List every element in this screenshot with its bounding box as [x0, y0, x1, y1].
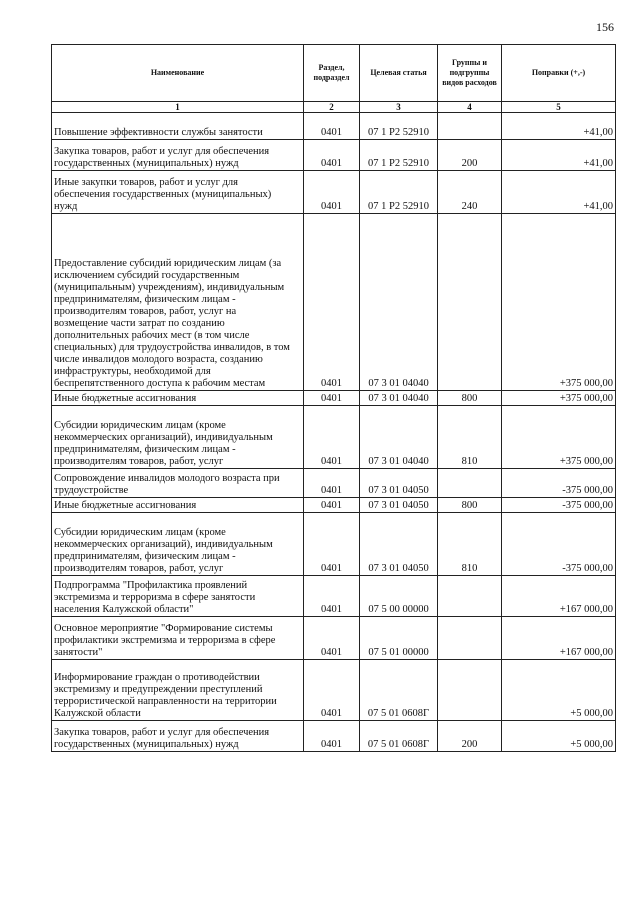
row-article-cell — [360, 617, 438, 660]
row-name-cell — [52, 513, 304, 576]
row-amount-text: +5 000,00 — [570, 708, 613, 719]
row-name-cell — [52, 113, 304, 140]
row-article-cell — [360, 113, 438, 140]
row-section-text: 0401 — [321, 456, 342, 467]
column-number: 1 — [52, 102, 304, 113]
row-section-text: 0401 — [321, 378, 342, 389]
row-article-cell — [360, 140, 438, 171]
row-article-text: 07 5 01 00000 — [368, 647, 429, 658]
row-article-text: 07 5 00 00000 — [368, 604, 429, 615]
row-group-text: 240 — [461, 201, 478, 212]
row-amount-cell — [502, 513, 616, 576]
row-amount-cell — [502, 660, 616, 721]
row-article-cell — [360, 214, 438, 391]
row-section-cell — [304, 576, 360, 617]
row-name-cell — [52, 576, 304, 617]
row-section-text: 0401 — [321, 158, 342, 169]
table-row — [52, 406, 616, 469]
row-group-cell — [438, 469, 502, 498]
table-row — [52, 469, 616, 498]
row-amount-cell — [502, 576, 616, 617]
row-section-cell — [304, 660, 360, 721]
row-article-cell — [360, 406, 438, 469]
row-amount-text: -375 000,00 — [562, 500, 613, 511]
column-number: 5 — [502, 102, 616, 113]
row-section-cell — [304, 469, 360, 498]
row-article-cell — [360, 660, 438, 721]
table-row — [52, 513, 616, 576]
row-name-text: Предоставление субсидий юридическим лицам (за исключением субсидий государственным (муниципальным) учреждениям), индивидуальным предпринимателям, физическим лицам - производителям товаров, работ, услуг на возмещение части затрат по созданию дополнительных рабочих мест (в том числе специальных) для трудоустройства инвалидов, в том числе инвалидов молодого возраста, созданию инфраструктуры, необходимой для беспрепятственного доступа к рабочим местам — [54, 258, 290, 389]
row-article-text: 07 3 01 04050 — [368, 500, 429, 511]
row-amount-text: -375 000,00 — [562, 485, 613, 496]
column-number: 4 — [438, 102, 502, 113]
row-article-text: 07 3 01 04040 — [368, 393, 429, 404]
row-group-cell — [438, 406, 502, 469]
row-name-cell — [52, 140, 304, 171]
row-amount-cell — [502, 113, 616, 140]
row-section-text: 0401 — [321, 393, 342, 404]
table-row — [52, 214, 616, 391]
row-group-cell — [438, 391, 502, 406]
row-section-cell — [304, 721, 360, 752]
row-group-cell — [438, 171, 502, 214]
row-group-cell — [438, 576, 502, 617]
header-article: Целевая статья — [360, 45, 438, 102]
row-name-cell — [52, 171, 304, 214]
row-group-cell — [438, 140, 502, 171]
row-article-cell — [360, 469, 438, 498]
row-section-cell — [304, 513, 360, 576]
row-group-cell — [438, 498, 502, 513]
row-group-text: 200 — [461, 739, 478, 750]
row-section-text: 0401 — [321, 708, 342, 719]
row-name-cell — [52, 498, 304, 513]
row-article-cell — [360, 513, 438, 576]
row-section-text: 0401 — [321, 563, 342, 574]
row-section-text: 0401 — [321, 127, 342, 138]
row-name-cell — [52, 406, 304, 469]
header-groups: Группы и подгруппы видов расходов — [438, 45, 502, 102]
row-amount-cell — [502, 469, 616, 498]
table-header-row — [52, 45, 616, 102]
row-name-text: Иные закупки товаров, работ и услуг для обеспечения государственных (муниципальных) нужд — [54, 177, 272, 212]
row-article-text: 07 3 01 04050 — [368, 563, 429, 574]
row-name-text: Закупка товаров, работ и услуг для обеспечения государственных (муниципальных) нужд — [54, 146, 270, 169]
row-name-text: Подпрограмма "Профилактика проявлений экстремизма и терроризма в сфере занятости населения Калужской области" — [54, 580, 256, 615]
column-number-row — [52, 102, 616, 113]
row-amount-text: +375 000,00 — [559, 456, 613, 467]
table-body — [52, 113, 616, 752]
row-section-cell — [304, 171, 360, 214]
row-amount-text: +41,00 — [583, 201, 613, 212]
row-amount-text: +5 000,00 — [570, 739, 613, 750]
row-amount-cell — [502, 406, 616, 469]
row-name-text: Субсидии юридическим лицам (кроме некоммерческих организаций), индивидуальным предпринимателям, физическим лицам - производителям товаров, работ, услуг — [54, 527, 273, 574]
row-article-text: 07 3 01 04040 — [368, 378, 429, 389]
row-section-cell — [304, 214, 360, 391]
row-article-text: 07 3 01 04050 — [368, 485, 429, 496]
row-section-cell — [304, 498, 360, 513]
row-article-text: 07 1 Р2 52910 — [368, 127, 429, 138]
table-row — [52, 660, 616, 721]
row-article-text: 07 3 01 04040 — [368, 456, 429, 467]
row-name-text: Основное мероприятие "Формирование системы профилактики экстремизма и терроризма в сфере занятости" — [54, 623, 276, 658]
row-section-cell — [304, 391, 360, 406]
row-section-cell — [304, 140, 360, 171]
row-section-text: 0401 — [321, 739, 342, 750]
row-group-text: 200 — [461, 158, 478, 169]
row-group-cell — [438, 113, 502, 140]
row-amount-cell — [502, 391, 616, 406]
row-amount-cell — [502, 171, 616, 214]
header-name: Наименование — [52, 45, 304, 102]
table-row — [52, 140, 616, 171]
row-amount-text: +41,00 — [583, 127, 613, 138]
budget-amendments-table — [51, 44, 616, 752]
row-group-cell — [438, 660, 502, 721]
row-name-cell — [52, 214, 304, 391]
table-row — [52, 617, 616, 660]
row-section-text: 0401 — [321, 604, 342, 615]
table-row — [52, 498, 616, 513]
row-name-text: Информирование граждан о противодействии экстремизму и предупреждении преступлений террористической направленности на территории Калужской области — [54, 672, 277, 719]
row-name-text: Закупка товаров, работ и услуг для обеспечения государственных (муниципальных) нужд — [54, 727, 270, 750]
row-group-text: 800 — [461, 393, 478, 404]
row-section-cell — [304, 617, 360, 660]
row-name-cell — [52, 617, 304, 660]
row-amount-cell — [502, 617, 616, 660]
row-amount-text: +375 000,00 — [559, 378, 613, 389]
row-article-text: 07 5 01 0608Г — [367, 708, 430, 719]
row-article-cell — [360, 171, 438, 214]
row-amount-cell — [502, 140, 616, 171]
row-name-text: Повышение эффективности службы занятости — [54, 127, 263, 138]
row-section-text: 0401 — [321, 500, 342, 511]
row-section-text: 0401 — [321, 485, 342, 496]
page-number: 156 — [596, 20, 614, 34]
column-number: 3 — [360, 102, 438, 113]
row-group-text: 810 — [461, 456, 478, 467]
row-name-text: Иные бюджетные ассигнования — [54, 500, 197, 511]
row-amount-cell — [502, 498, 616, 513]
row-name-cell — [52, 469, 304, 498]
column-number: 2 — [304, 102, 360, 113]
row-amount-text: +375 000,00 — [559, 393, 613, 404]
row-group-cell — [438, 214, 502, 391]
row-article-text: 07 1 Р2 52910 — [368, 158, 429, 169]
row-name-cell — [52, 391, 304, 406]
row-article-cell — [360, 576, 438, 617]
row-name-text: Сопровождение инвалидов молодого возраста при трудоустройстве — [54, 473, 280, 496]
row-group-cell — [438, 721, 502, 752]
row-group-cell — [438, 617, 502, 660]
row-name-cell — [52, 721, 304, 752]
row-amount-cell — [502, 721, 616, 752]
row-article-cell — [360, 391, 438, 406]
row-name-text: Иные бюджетные ассигнования — [54, 393, 197, 404]
row-group-cell — [438, 513, 502, 576]
header-section: Раздел, подраздел — [304, 45, 360, 102]
row-section-cell — [304, 113, 360, 140]
table-row — [52, 171, 616, 214]
table-row — [52, 113, 616, 140]
table-row — [52, 576, 616, 617]
row-name-cell — [52, 660, 304, 721]
table-row — [52, 391, 616, 406]
row-group-text: 810 — [461, 563, 478, 574]
row-name-text: Субсидии юридическим лицам (кроме некоммерческих организаций), индивидуальным предпринимателям, физическим лицам - производителям товаров, работ, услуг — [54, 420, 273, 467]
row-group-text: 800 — [461, 500, 478, 511]
table-row — [52, 721, 616, 752]
row-amount-text: +41,00 — [583, 158, 613, 169]
row-article-cell — [360, 721, 438, 752]
row-article-cell — [360, 498, 438, 513]
row-amount-cell — [502, 214, 616, 391]
row-amount-text: +167 000,00 — [559, 604, 613, 615]
row-amount-text: +167 000,00 — [559, 647, 613, 658]
row-article-text: 07 5 01 0608Г — [367, 739, 430, 750]
row-section-cell — [304, 406, 360, 469]
row-amount-text: -375 000,00 — [562, 563, 613, 574]
header-amendments: Поправки (+,-) — [502, 45, 616, 102]
row-section-text: 0401 — [321, 647, 342, 658]
row-article-text: 07 1 Р2 52910 — [368, 201, 429, 212]
row-section-text: 0401 — [321, 201, 342, 212]
